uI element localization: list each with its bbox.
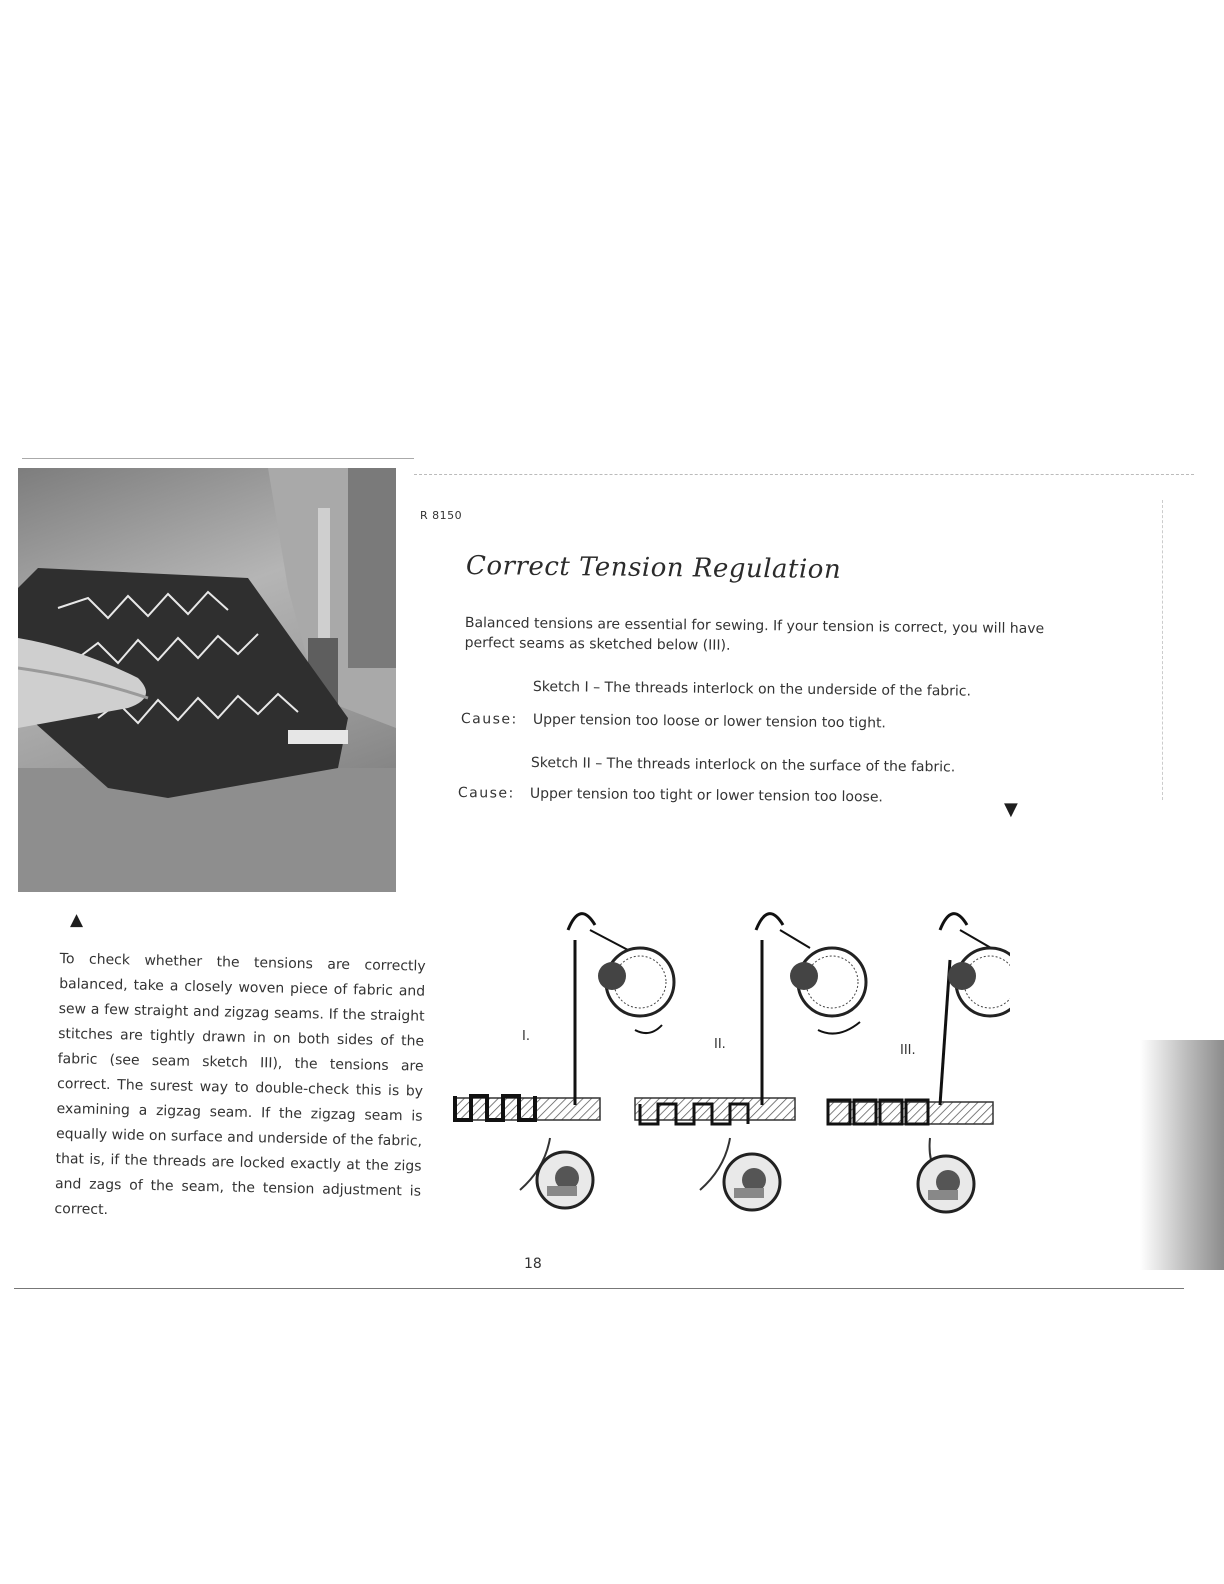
page-title: Correct Tension Regulation xyxy=(465,551,842,585)
sketch-1-text: Sketch I – The threads interlock on the underside of the fabric. xyxy=(532,679,972,700)
sewing-machine-illustration xyxy=(18,468,396,892)
tension-check-paragraph: To check whether the tensions are correctly balanced, take a closely woven piece of fabric and sew a few straight and zigzag seams. If the straight stitches are tightly drawn in on both sides of the fabric (see seam sketch III), the tensions are correct. The surest way to double-check this is by examining a zigzag seam. If the zigzag seam is equally wide on surface and underside of the fabric, that is, if the threads are locked exactly at the zigs and zags of the seam, the tension adjustment is correct. xyxy=(54,950,426,1219)
sketch-1-description xyxy=(533,679,971,700)
cause-label: Cause: xyxy=(457,785,515,802)
tension-sketches xyxy=(450,900,1010,1260)
sketch-2 xyxy=(635,914,866,1210)
tension-sketches-illustration xyxy=(450,900,1010,1260)
refer-up-arrow-icon: ▲ xyxy=(70,910,84,930)
top-rule-right xyxy=(414,474,1194,475)
right-edge xyxy=(1162,500,1163,800)
sketch-1-cause-text: Upper tension too loose or lower tension too tight. xyxy=(532,711,887,732)
top-rule-left xyxy=(22,458,414,459)
page-number: 18 xyxy=(524,1256,542,1272)
scan-edge-shadow xyxy=(1140,1040,1224,1270)
sketch-label-2: II. xyxy=(714,1037,726,1052)
sewing-machine-photo xyxy=(18,468,396,892)
sketch-2-description xyxy=(531,755,955,775)
sketch-1-cause xyxy=(461,711,886,731)
sketch-2-cause xyxy=(458,785,883,805)
cause-label: Cause: xyxy=(460,711,518,728)
continue-down-arrow-icon: ▼ xyxy=(1004,799,1018,820)
model-reference: R 8150 xyxy=(420,509,463,522)
sketch-label-3: III. xyxy=(900,1043,916,1058)
sketch-2-cause-text: Upper tension too tight or lower tension too loose. xyxy=(529,785,884,806)
sketch-label-1: I. xyxy=(522,1029,530,1044)
sketch-2-text: Sketch II – The threads interlock on the surface of the fabric. xyxy=(530,755,956,776)
sketch-1 xyxy=(455,914,674,1208)
intro-paragraph: Balanced tensions are essential for sewing. If your tension is correct, you will have perfect seams as sketched below (III). xyxy=(464,614,1045,654)
bottom-rule xyxy=(14,1288,1184,1289)
